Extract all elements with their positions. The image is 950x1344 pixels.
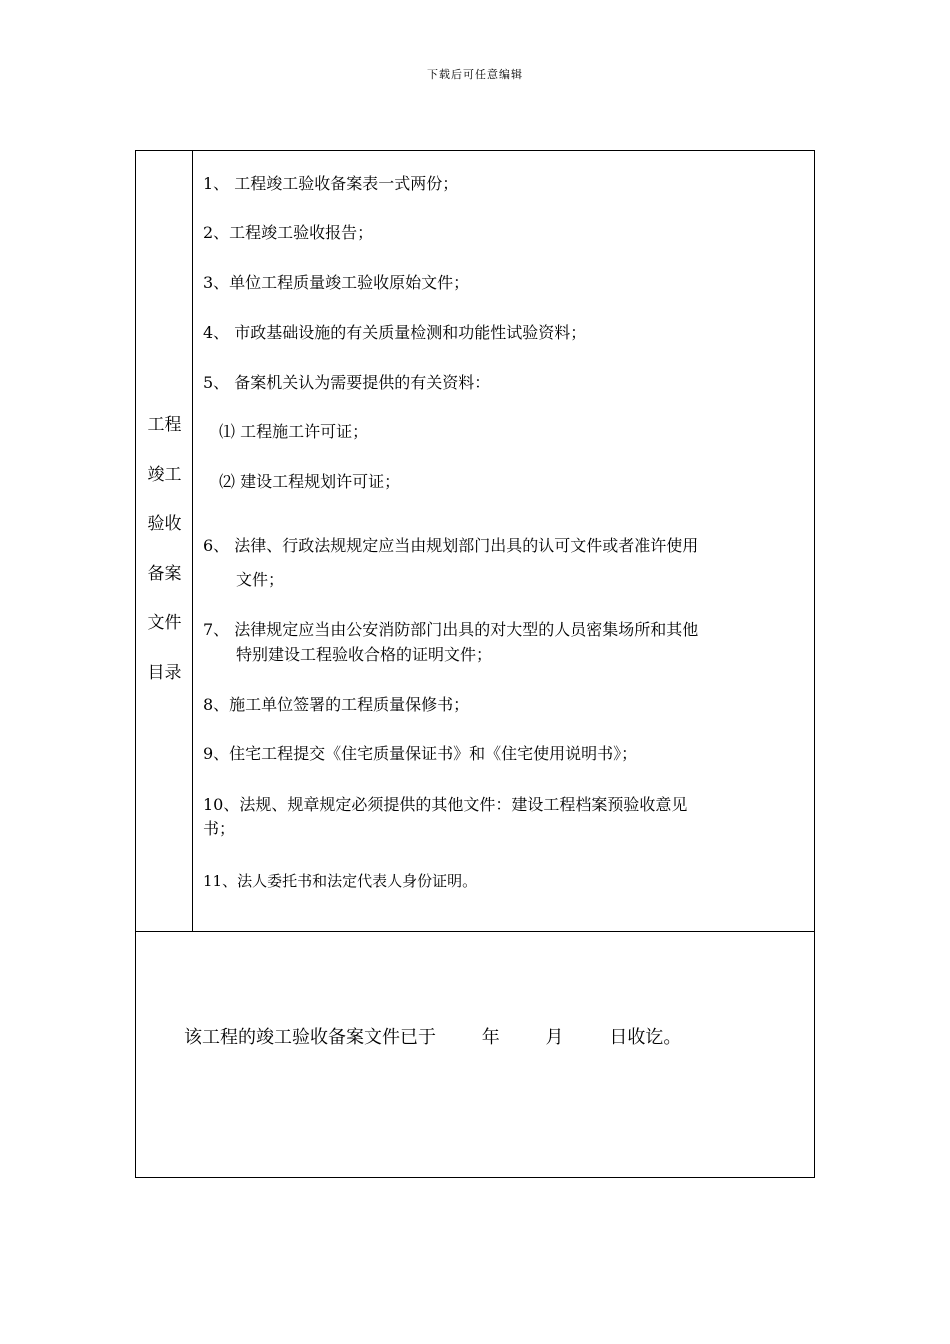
list-item-5: 5、 备案机关认为需要提供的有关资料： bbox=[203, 373, 491, 392]
list-item-3: 3、单位工程质量竣工验收原始文件； bbox=[203, 273, 470, 292]
section-label bbox=[136, 401, 193, 698]
label-line: 验收 bbox=[147, 514, 182, 534]
list-item-7-line-2: 特别建设工程验收合格的证明文件； bbox=[236, 645, 493, 664]
list-item-10 bbox=[203, 793, 808, 841]
label-line: 工程 bbox=[147, 415, 182, 435]
list-item-9: 9、住宅工程提交《住宅质量保证书》和《住宅使用说明书》； bbox=[203, 744, 638, 763]
document-list bbox=[193, 151, 815, 931]
row-divider bbox=[136, 931, 814, 932]
filing-table bbox=[135, 150, 815, 1178]
label-line: 目录 bbox=[147, 662, 182, 683]
list-item-11: 11、法人委托书和法定代表人身份证明。 bbox=[203, 872, 478, 890]
header-note: 下载后可任意编辑 bbox=[427, 68, 523, 81]
list-item-5-sub-1: ⑴ 工程施工许可证； bbox=[219, 422, 369, 441]
list-item-2: 2、工程竣工验收报告； bbox=[203, 223, 374, 242]
label-column bbox=[136, 151, 193, 931]
label-line: 竣工 bbox=[147, 464, 182, 485]
list-item-8: 8、施工单位签署的工程质量保修书； bbox=[203, 695, 470, 714]
receipt-statement: 该工程的竣工验收备案文件已于 年 月 日收讫。 bbox=[184, 1027, 682, 1048]
list-item-6-line-2: 文件； bbox=[236, 570, 285, 589]
list-item-6-line-1: 6、 法律、行政法规规定应当由规划部门出具的认可文件或者准许使用 bbox=[203, 536, 699, 555]
list-item-4: 4、 市政基础设施的有关质量检测和功能性试验资料； bbox=[203, 323, 587, 342]
list-item-6 bbox=[203, 534, 808, 592]
list-item-10-line-1: 10、法规、规章规定必须提供的其他文件：建设工程档案预验收意见 bbox=[203, 795, 688, 814]
list-item-7-line-1: 7、 法律规定应当由公安消防部门出具的对大型的人员密集场所和其他 bbox=[203, 620, 699, 639]
list-item-1: 1、 工程竣工验收备案表一式两份； bbox=[203, 174, 459, 193]
list-item-7 bbox=[203, 618, 808, 667]
list-item-10-line-2: 书； bbox=[203, 819, 236, 838]
list-item-5-sub-2: ⑵ 建设工程规划许可证； bbox=[219, 472, 401, 491]
label-line: 备案 bbox=[147, 563, 182, 584]
label-line: 文件 bbox=[147, 613, 182, 633]
